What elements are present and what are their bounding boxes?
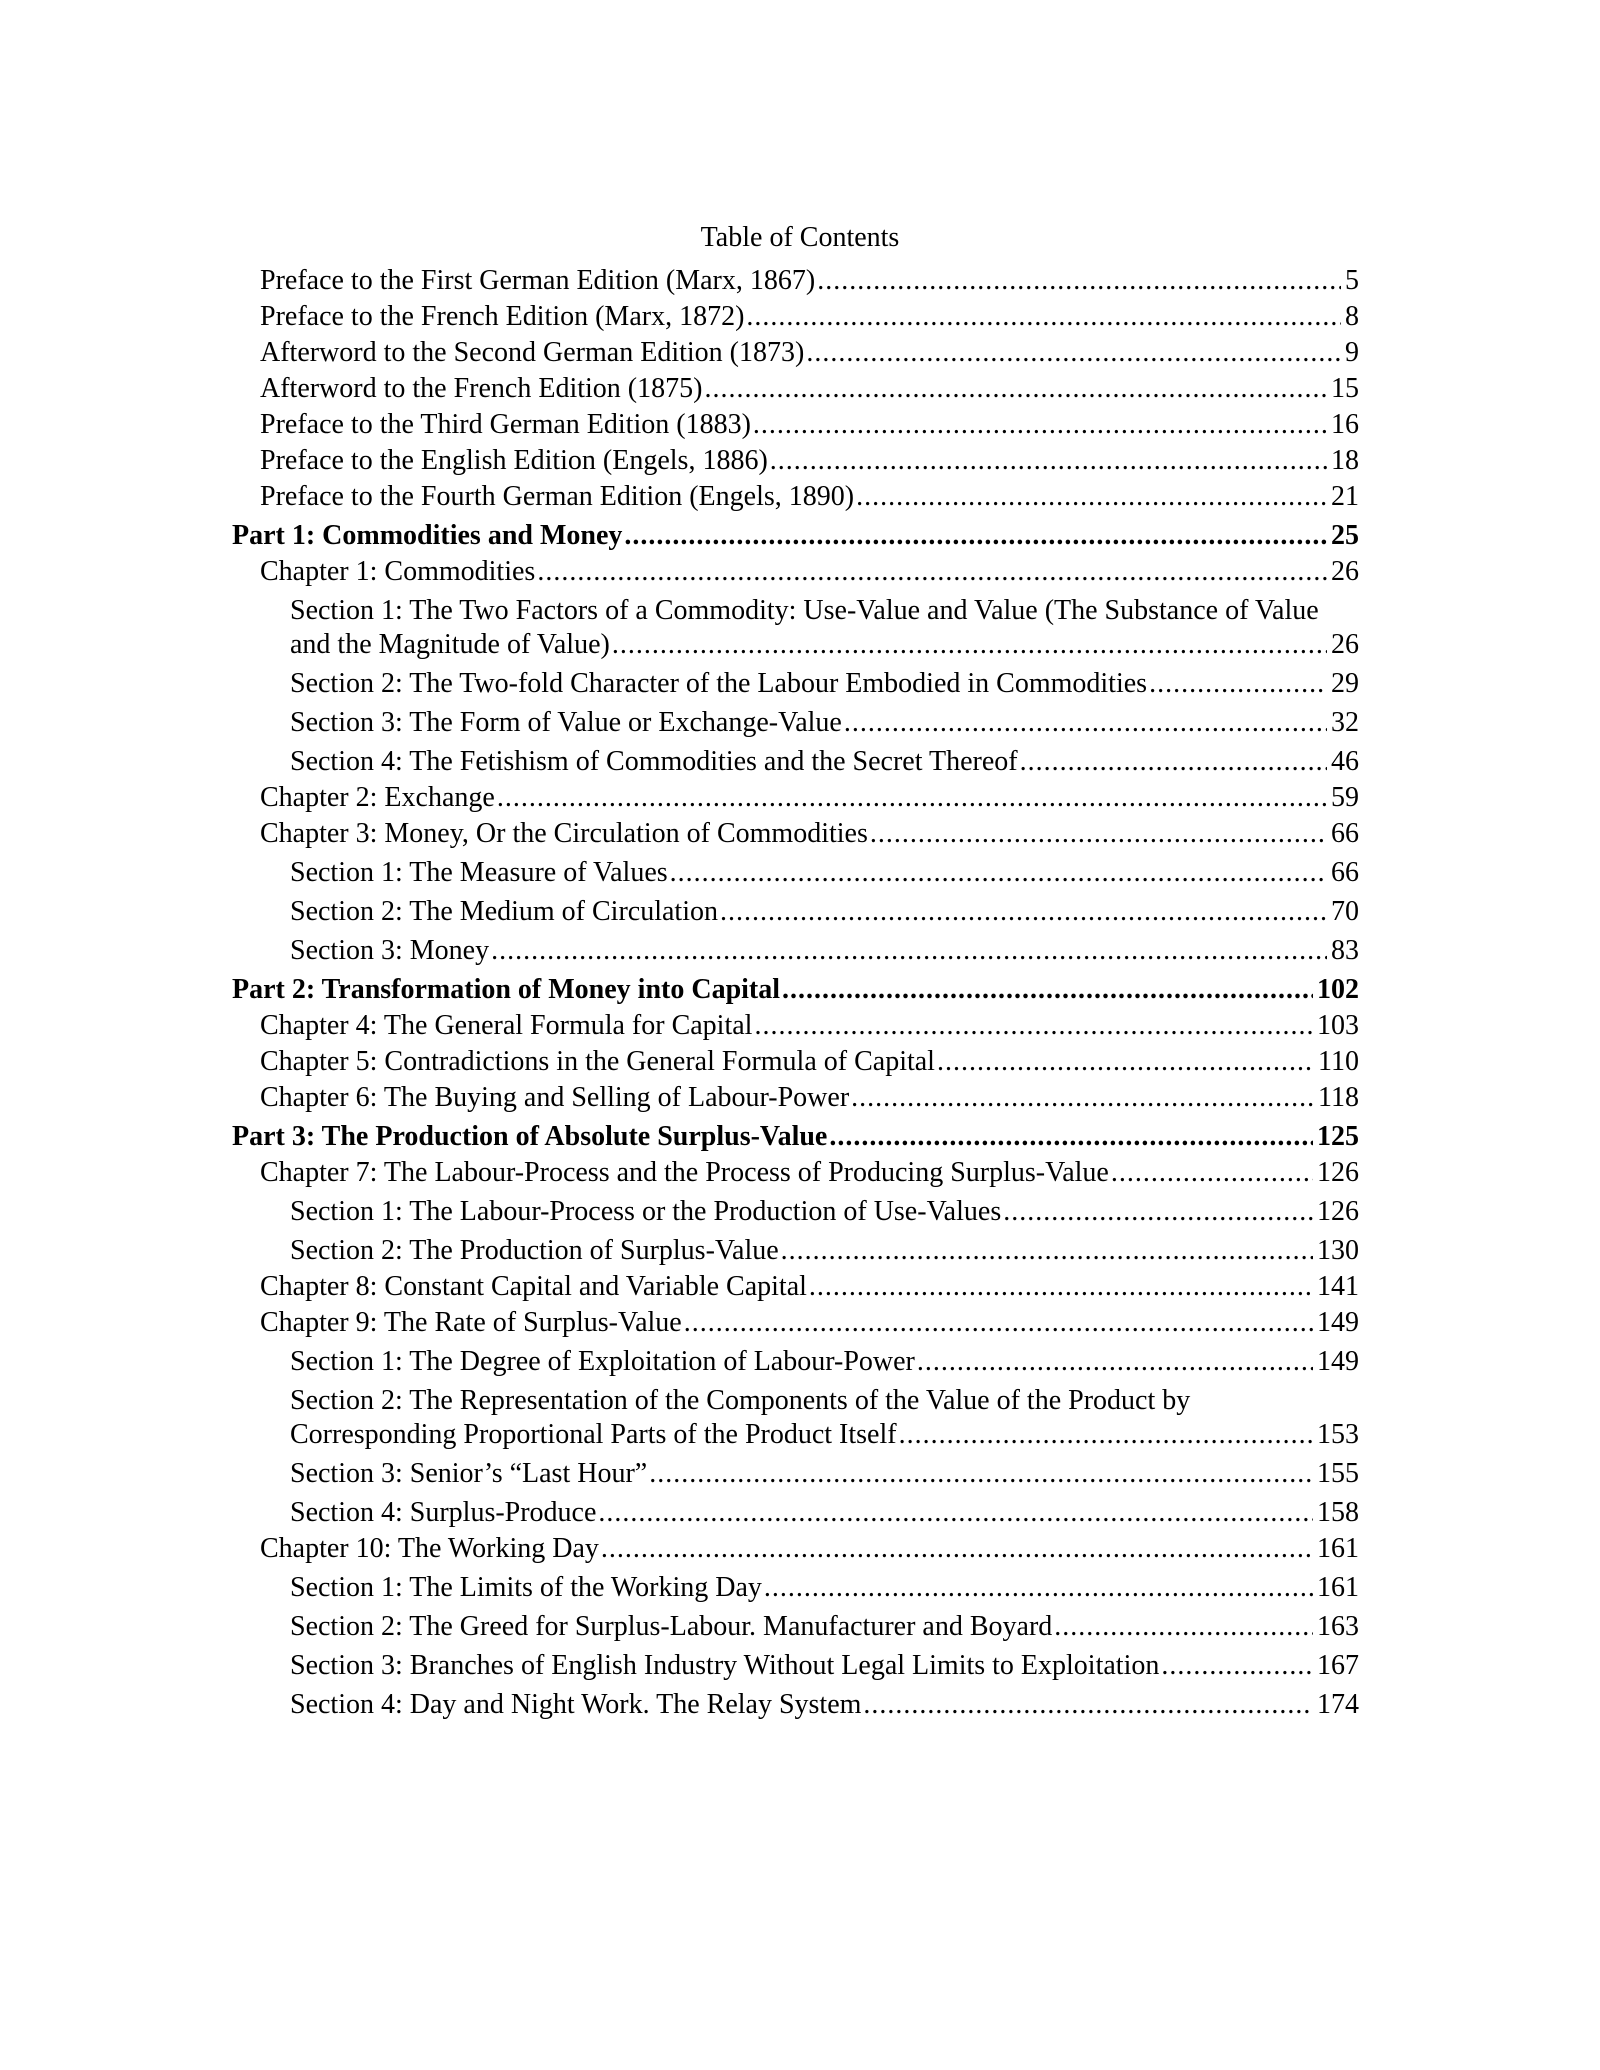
toc-page-number: 8	[1345, 301, 1359, 332]
toc-entry-title: Section 1: The Degree of Exploitation of Labour-Power	[290, 1346, 915, 1377]
toc-entry-title: Chapter 7: The Labour-Process and the Process of Producing Surplus-Value	[260, 1157, 1109, 1188]
toc-entry-line	[260, 264, 1359, 298]
toc-chapter-entry[interactable]	[260, 1270, 1359, 1304]
toc-section-entry[interactable]	[290, 1610, 1359, 1644]
dot-leader	[1054, 1610, 1313, 1644]
toc-entry-title: Corresponding Proportional Parts of the Product Itself	[290, 1419, 897, 1450]
toc-entry-title: Part 3: The Production of Absolute Surplus-Value	[232, 1121, 828, 1152]
toc-entry-line	[260, 1306, 1359, 1340]
toc-entry-line	[290, 1571, 1359, 1605]
toc-entry-line	[290, 1688, 1359, 1722]
toc-entry-title: Section 4: Day and Night Work. The Relay System	[290, 1689, 862, 1720]
toc-entry-line	[290, 1496, 1359, 1530]
toc-page-number: 66	[1331, 857, 1359, 888]
toc-page-number: 21	[1331, 481, 1359, 512]
toc-entry-line	[260, 817, 1359, 851]
dot-leader	[753, 408, 1327, 442]
dot-leader	[770, 444, 1327, 478]
toc-entry-line	[290, 745, 1359, 779]
toc-entry-line	[290, 934, 1359, 968]
toc-entry-title-line: Section 1: The Two Factors of a Commodity: Use-Value and Value (The Substance of Value	[290, 595, 1319, 626]
toc-page-number: 110	[1318, 1046, 1359, 1077]
dot-leader	[704, 372, 1327, 406]
dot-leader	[1161, 1649, 1313, 1683]
dot-leader	[917, 1345, 1313, 1379]
dot-leader	[649, 1457, 1313, 1491]
toc-page-number: 29	[1331, 668, 1359, 699]
toc-entry-line	[290, 895, 1359, 929]
toc-section-entry[interactable]	[290, 1195, 1359, 1229]
toc-chapter-entry[interactable]	[260, 336, 1359, 370]
toc-page-number: 46	[1331, 746, 1359, 777]
dot-leader	[851, 1081, 1314, 1115]
toc-page-number: 125	[1317, 1121, 1359, 1152]
toc-entry-title: Section 2: The Greed for Surplus-Labour. Manufacturer and Boyard	[290, 1611, 1053, 1642]
toc-entry-line	[290, 1195, 1359, 1229]
toc-entry-title: Part 2: Transformation of Money into Capital	[232, 974, 781, 1005]
toc-chapter-entry[interactable]	[260, 1081, 1359, 1115]
dot-leader	[817, 264, 1341, 298]
toc-section-entry[interactable]	[290, 1571, 1359, 1605]
toc-page-number: 155	[1317, 1458, 1359, 1489]
toc-entry-title: Chapter 3: Money, Or the Circulation of Commodities	[260, 818, 868, 849]
dot-leader	[899, 1418, 1313, 1452]
toc-chapter-entry[interactable]	[260, 1009, 1359, 1043]
dot-leader	[809, 1270, 1313, 1304]
toc-entry-line	[260, 781, 1359, 815]
toc-entry-title: Chapter 1: Commodities	[260, 556, 536, 587]
toc-entry-line	[290, 1457, 1359, 1491]
toc-page-number: 163	[1317, 1611, 1359, 1642]
toc-section-entry[interactable]	[290, 594, 1359, 662]
dot-leader	[1111, 1156, 1313, 1190]
toc-page-number: 70	[1331, 896, 1359, 927]
toc-page-number: 103	[1317, 1010, 1359, 1041]
toc-page-number: 153	[1317, 1419, 1359, 1450]
toc-entry-line	[290, 706, 1359, 740]
toc-entry-title: Section 2: The Medium of Circulation	[290, 896, 718, 927]
toc-page-number: 15	[1331, 373, 1359, 404]
toc-entry-title: Afterword to the Second German Edition (1873)	[260, 337, 805, 368]
toc-entry-title: and the Magnitude of Value)	[290, 629, 610, 660]
toc-chapter-entry[interactable]	[260, 408, 1359, 442]
toc-chapter-entry[interactable]	[260, 1045, 1359, 1079]
toc-entry-title: Section 2: The Two-fold Character of the Labour Embodied in Commodities	[290, 668, 1148, 699]
toc-entry-line	[260, 480, 1359, 514]
toc-entry-title-line: Section 2: The Representation of the Components of the Value of the Product by	[290, 1385, 1191, 1416]
dot-leader	[782, 973, 1313, 1007]
dot-leader	[601, 1532, 1313, 1566]
toc-entry-line	[290, 667, 1359, 701]
toc-page-number: 149	[1317, 1346, 1359, 1377]
toc-entry-title: Afterword to the French Edition (1875)	[260, 373, 703, 404]
toc-page-number: 141	[1317, 1271, 1359, 1302]
toc-title: Table of Contents	[700, 222, 900, 253]
toc-part-entry[interactable]	[232, 973, 1359, 1007]
dot-leader	[829, 1120, 1313, 1154]
toc-page-number: 32	[1331, 707, 1359, 738]
toc-entry-line	[260, 1045, 1359, 1079]
toc-entry-title: Section 3: Branches of English Industry Without Legal Limits to Exploitation	[290, 1650, 1160, 1681]
toc-section-entry[interactable]	[290, 856, 1359, 890]
toc-entry-title: Section 3: The Form of Value or Exchange-Value	[290, 707, 842, 738]
toc-chapter-entry[interactable]	[260, 444, 1359, 478]
toc-entry-title: Chapter 6: The Buying and Selling of Labour-Power	[260, 1082, 850, 1113]
toc-page-number: 118	[1318, 1082, 1359, 1113]
dot-leader	[781, 1234, 1313, 1268]
toc-entry-title: Preface to the English Edition (Engels, 1886)	[260, 445, 768, 476]
toc-page-number: 174	[1317, 1689, 1359, 1720]
dot-leader	[754, 1009, 1313, 1043]
dot-leader	[612, 628, 1327, 662]
dot-leader	[764, 1571, 1313, 1605]
toc-section-entry[interactable]	[290, 1457, 1359, 1491]
toc-entry-title: Chapter 10: The Working Day	[260, 1533, 599, 1564]
toc-entry-title: Chapter 4: The General Formula for Capital	[260, 1010, 753, 1041]
toc-page-number: 18	[1331, 445, 1359, 476]
toc-part-entry[interactable]	[232, 519, 1359, 553]
toc-page-number: 130	[1317, 1235, 1359, 1266]
toc-section-entry[interactable]	[290, 706, 1359, 740]
toc-chapter-entry[interactable]	[260, 300, 1359, 334]
toc-chapter-entry[interactable]	[260, 1532, 1359, 1566]
toc-entry-title: Section 4: Surplus-Produce	[290, 1497, 597, 1528]
toc-entry-title: Section 2: The Production of Surplus-Value	[290, 1235, 779, 1266]
dot-leader	[844, 706, 1327, 740]
toc-entry-line	[290, 856, 1359, 890]
toc-section-entry[interactable]	[290, 1345, 1359, 1379]
toc-section-entry[interactable]	[290, 934, 1359, 968]
toc-page-number: 126	[1317, 1196, 1359, 1227]
toc-entry-title: Chapter 2: Exchange	[260, 782, 495, 813]
toc-entry-line	[290, 1418, 1359, 1452]
toc-entry-title: Preface to the First German Edition (Marx, 1867)	[260, 265, 816, 296]
toc-entry-title: Section 3: Senior’s “Last Hour”	[290, 1458, 648, 1489]
dot-leader	[624, 519, 1327, 553]
toc-entry-title: Section 1: The Limits of the Working Day	[290, 1572, 762, 1603]
toc-list	[0, 262, 1600, 1722]
toc-section-entry[interactable]	[290, 1496, 1359, 1530]
toc-chapter-entry[interactable]	[260, 480, 1359, 514]
toc-chapter-entry[interactable]	[260, 264, 1359, 298]
dot-leader	[937, 1045, 1314, 1079]
toc-page-number: 66	[1331, 818, 1359, 849]
toc-entry-title: Section 1: The Labour-Process or the Production of Use-Values	[290, 1196, 1002, 1227]
dot-leader	[1020, 745, 1327, 779]
toc-entry-title: Chapter 5: Contradictions in the General Formula of Capital	[260, 1046, 935, 1077]
toc-entry-title: Part 1: Commodities and Money	[232, 520, 623, 551]
toc-page-number: 59	[1331, 782, 1359, 813]
toc-section-entry[interactable]	[290, 895, 1359, 929]
toc-entry-line	[260, 1009, 1359, 1043]
toc-entry-line	[260, 336, 1359, 370]
toc-page-number: 102	[1317, 974, 1359, 1005]
toc-page-number: 167	[1317, 1650, 1359, 1681]
dot-leader	[720, 895, 1327, 929]
toc-entry-line	[260, 555, 1359, 589]
dot-leader	[856, 480, 1327, 514]
toc-chapter-entry[interactable]	[260, 555, 1359, 589]
toc-page-number: 26	[1331, 629, 1359, 660]
toc-entry-line	[232, 1120, 1359, 1154]
toc-entry-title: Preface to the French Edition (Marx, 1872)	[260, 301, 745, 332]
toc-page-number: 161	[1317, 1572, 1359, 1603]
dot-leader	[746, 300, 1341, 334]
toc-entry-line	[232, 973, 1359, 1007]
toc-entry-line	[232, 519, 1359, 553]
toc-section-entry[interactable]	[290, 1688, 1359, 1722]
toc-entry-title: Section 4: The Fetishism of Commodities and the Secret Thereof	[290, 746, 1018, 777]
dot-leader	[491, 934, 1327, 968]
toc-entry-line	[290, 1610, 1359, 1644]
toc-chapter-entry[interactable]	[260, 781, 1359, 815]
toc-entry-title: Preface to the Fourth German Edition (Engels, 1890)	[260, 481, 855, 512]
toc-page-number: 25	[1331, 520, 1359, 551]
toc-entry-line	[260, 1270, 1359, 1304]
dot-leader	[806, 336, 1341, 370]
dot-leader	[670, 856, 1327, 890]
toc-page-number: 5	[1345, 265, 1359, 296]
toc-section-entry[interactable]	[290, 1384, 1359, 1452]
toc-chapter-entry[interactable]	[260, 1156, 1359, 1190]
toc-section-entry[interactable]	[290, 745, 1359, 779]
dot-leader	[870, 817, 1327, 851]
toc-entry-line	[260, 372, 1359, 406]
toc-part-entry[interactable]	[232, 1120, 1359, 1154]
toc-entry-line	[290, 1234, 1359, 1268]
toc-page-number: 126	[1317, 1157, 1359, 1188]
dot-leader	[537, 555, 1327, 589]
dot-leader	[1149, 667, 1327, 701]
dot-leader	[598, 1496, 1313, 1530]
toc-entry-line	[260, 408, 1359, 442]
toc-entry-title: Chapter 8: Constant Capital and Variable Capital	[260, 1271, 807, 1302]
toc-entry-line	[290, 1649, 1359, 1683]
dot-leader	[1003, 1195, 1313, 1229]
toc-section-entry[interactable]	[290, 1234, 1359, 1268]
dot-leader	[863, 1688, 1313, 1722]
toc-page-number: 9	[1345, 337, 1359, 368]
toc-chapter-entry[interactable]	[260, 372, 1359, 406]
toc-entry-line	[290, 628, 1359, 662]
toc-entry-title: Section 1: The Measure of Values	[290, 857, 668, 888]
toc-entry-line	[260, 1081, 1359, 1115]
toc-entry-line	[260, 1532, 1359, 1566]
toc-page-number: 26	[1331, 556, 1359, 587]
toc-page-number: 149	[1317, 1307, 1359, 1338]
toc-chapter-entry[interactable]	[260, 817, 1359, 851]
toc-section-entry[interactable]	[290, 667, 1359, 701]
toc-page-number: 161	[1317, 1533, 1359, 1564]
toc-entry-line	[260, 444, 1359, 478]
toc-chapter-entry[interactable]	[260, 1306, 1359, 1340]
toc-section-entry[interactable]	[290, 1649, 1359, 1683]
toc-page-number: 16	[1331, 409, 1359, 440]
toc-page-number: 83	[1331, 935, 1359, 966]
toc-entry-line	[260, 300, 1359, 334]
toc-entry-title: Preface to the Third German Edition (1883)	[260, 409, 751, 440]
toc-entry-title: Section 3: Money	[290, 935, 490, 966]
dot-leader	[684, 1306, 1313, 1340]
toc-entry-title: Chapter 9: The Rate of Surplus-Value	[260, 1307, 682, 1338]
toc-page-number: 158	[1317, 1497, 1359, 1528]
toc-entry-line	[260, 1156, 1359, 1190]
toc-entry-line	[290, 1345, 1359, 1379]
dot-leader	[497, 781, 1327, 815]
